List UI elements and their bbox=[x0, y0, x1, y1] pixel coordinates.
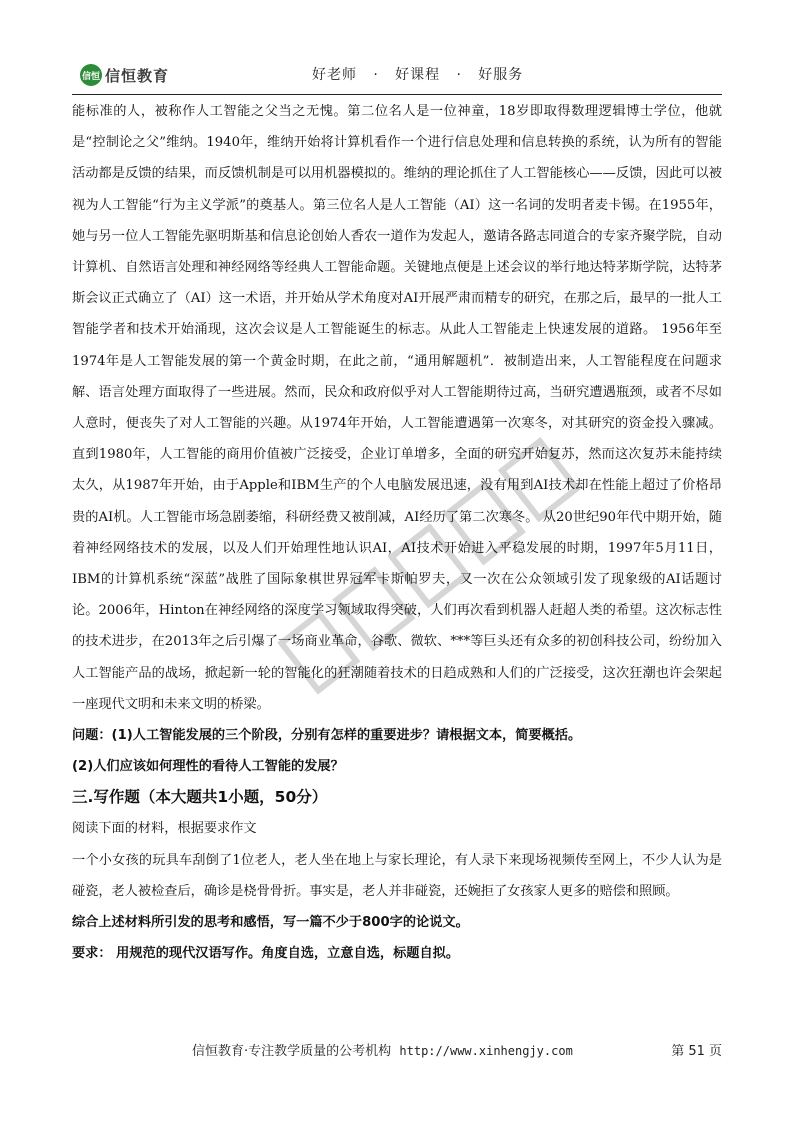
passage-paragraph: 能标准的人，被称作人工智能之父当之无愧。第二位名人是一位神童，18岁即取得数理逻辑博士学位，他就是“控制论之父”维纳。1940年，维纳开始将计算机看作一个进行信息处理和信息转换的系统，认为所有的智能活动都是反馈的结果，而反馈机制是可以用机器模拟的。维纳的理论抓住了人工智能核心——反馈，因此可以被视为人工智能“行为主义学派”的奠基人。第三位名人是人工智能（AI）这一名词的发明者麦卡锡。在1955年，她与另一位人工智能先驱明斯基和信息论创始人香农一道作为发起人，邀请各路志同道合的专家齐聚学院，自动计算机、自然语言处理和神经网络等经典人工智能命题。关键地点便是上述会议的举行地达特茅斯学院，达特茅斯会议正式确立了（AI）这一术语，并开始从学术角度对AI开展严肃而精专的研究，在那之后，最早的一批人工智能学者和技术开始涌现，这次会议是人工智能诞生的标志。从此人工智能走上快速发展的道路。 1956年至1974年是人工智能发展的第一个黄金时期，在此之前，“通用解题机”．被制造出来，人工智能程度在问题求解、语言处理方面取得了一些进展。然而，民众和政府似乎对人工智能期待过高，当研究遭遇瓶颈，或者不尽如人意时，便丧失了对人工智能的兴趣。从1974年开始，人工智能遭遇第一次寒冬，对其研究的资金投入骤减。 直到1980年，人工智能的商用价值被广泛接受，企业订单增多，全面的研究开始复苏，然而这次复苏未能持续太久，从1987年开始，由于Apple和IBM生产的个人电脑发展迅速，没有用到AI技术却在性能上超过了价格昂贵的AI机。人工智能市场急剧萎缩，科研经费又被削减，AI经历了第二次寒冬。 从20世纪90年代中期开始，随着神经网络技术的发展，以及人们开始理性地认识AI，AI技术开始进入平稳发展的时期，1997年5月11日，IBM的计算机系统“深蓝”战胜了国际象棋世界冠军卡斯帕罗夫，又一次在公众领域引发了现象级的AI话题讨论。2006年，Hinton在神经网络的深度学习领域取得突破，人们再次看到机器人赶超人类的希望。这次标志性的技术进步，在2013年之后引爆了一场商业革命，谷歌、微软、***等巨头还有众多的初创科技公司，纷纷加入人工智能产品的战场，掀起新一轮的智能化的狂潮随着技术的日趋成熟和人们的广泛接受，这次狂潮也许会架起一座现代文明和未来文明的桥梁。 bbox=[72, 104, 722, 712]
footer-url: http://www.xinhengjy.com bbox=[399, 1044, 573, 1058]
page-number: 第 51 页 bbox=[671, 1044, 722, 1059]
writing-requirement: 要求： 用规范的现代汉语写作。角度自选，立意自选，标题自拟。 bbox=[72, 946, 460, 962]
header-slogan: 好老师 · 好课程 · 好服务 bbox=[312, 67, 524, 83]
page-header bbox=[72, 58, 722, 95]
page-footer bbox=[72, 1036, 722, 1060]
question-1: 问题：(1)人工智能发展的三个阶段，分别有怎样的重要进步？请根据文本，简要概括。 bbox=[72, 728, 582, 744]
section-heading: 三.写作题（本大题共1小题，50分） bbox=[72, 788, 328, 807]
question-2: (2)人们应该如何理性的看待人工智能的发展？ bbox=[72, 759, 344, 775]
logo-text: 信恒教育 bbox=[105, 66, 170, 85]
document-body bbox=[72, 96, 722, 969]
logo-mark-icon: 信恒 bbox=[80, 64, 102, 86]
instruction-text: 阅读下面的材料，根据要求作文 bbox=[72, 821, 257, 837]
material-paragraph: 一个小女孩的玩具车刮倒了1位老人，老人坐在地上与家长理论，有人录下来现场视频传至网上，不少人认为是碰瓷，老人被检查后，确诊是桡骨骨折。事实是，老人并非碰瓷，还婉拒了女孩家人更多的赔偿和照顾。 bbox=[72, 852, 722, 899]
footer-info bbox=[192, 1040, 573, 1059]
writing-task: 综合上述材料所引发的思考和感悟，写一篇不少于800字的论说文。 bbox=[72, 915, 469, 931]
logo bbox=[80, 62, 169, 88]
footer-org: 信恒教育·专注教学质量的公考机构 bbox=[192, 1044, 392, 1059]
